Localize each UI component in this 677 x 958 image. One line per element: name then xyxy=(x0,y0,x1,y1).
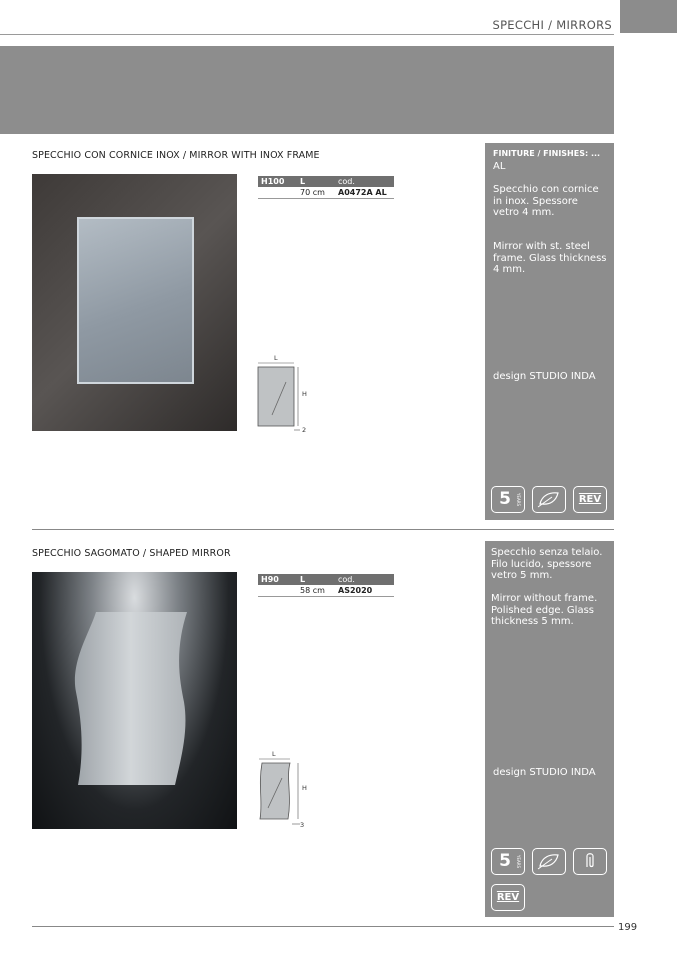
warranty-5-years-icon: 5 YEARS xyxy=(491,486,525,513)
product2-mirror-image xyxy=(32,572,237,829)
page-number: 199 xyxy=(618,922,638,933)
description-it: Specchio con cornice in inox. Spessore vetro 4 mm. xyxy=(493,184,599,218)
table-code-label: cod. xyxy=(338,575,355,584)
finishes-label: FINITURE / FINISHES: ... xyxy=(493,149,601,158)
product2-title: SPECCHIO SAGOMATO / SHAPED MIRROR xyxy=(32,548,231,559)
section-divider xyxy=(32,529,614,530)
header-rule xyxy=(0,34,614,35)
product1-photo xyxy=(32,174,237,431)
table-code-value: A0472A AL xyxy=(338,188,387,197)
designer: design STUDIO INDA xyxy=(493,767,596,778)
diagram-depth-label: 2 xyxy=(302,426,307,434)
table-header xyxy=(258,176,394,187)
product2-dimension-diagram xyxy=(254,750,314,830)
description-en: Mirror without frame. Polished edge. Glass thickness 5 mm. xyxy=(491,593,598,627)
diagram-l-label: L xyxy=(272,750,276,758)
table-header xyxy=(258,574,394,585)
reversible-icon: REV xyxy=(573,486,607,513)
product2-table xyxy=(258,574,394,597)
table-code-value: AS2020 xyxy=(338,586,373,595)
paperclip-icon xyxy=(573,848,607,875)
table-height: H100 xyxy=(261,177,285,186)
footer-rule xyxy=(32,926,614,927)
diagram-drawing xyxy=(254,756,314,831)
table-width-label: L xyxy=(300,575,306,584)
table-row xyxy=(258,187,394,199)
table-code-label: cod. xyxy=(338,177,355,186)
eco-leaf-icon xyxy=(532,848,566,875)
product1-mirror-image xyxy=(77,217,194,384)
designer: design STUDIO INDA xyxy=(493,371,596,382)
product2-photo xyxy=(32,572,237,829)
finish-code: AL xyxy=(493,161,506,172)
product2-sidebar xyxy=(485,541,614,917)
table-width-value: 58 cm xyxy=(300,586,325,595)
table-width-value: 70 cm xyxy=(300,188,325,197)
reversible-icon: REV xyxy=(491,884,525,911)
table-height: H90 xyxy=(261,575,279,584)
table-row xyxy=(258,585,394,597)
warranty-5-years-icon: 5 YEARS xyxy=(491,848,525,875)
product1-dimension-diagram xyxy=(254,354,314,434)
section-title: SPECCHI / MIRRORS xyxy=(492,18,612,32)
diagram-h-label: H xyxy=(302,390,307,398)
diagram-depth-label: 3 xyxy=(300,821,305,829)
product1-title: SPECCHIO CON CORNICE INOX / MIRROR WITH INOX FRAME xyxy=(32,150,320,161)
product1-table xyxy=(258,176,394,199)
description-en: Mirror with st. steel frame. Glass thickness 4 mm. xyxy=(493,241,607,275)
table-width-label: L xyxy=(300,177,306,186)
description-it: Specchio senza telaio. Filo lucido, spessore vetro 5 mm. xyxy=(491,547,603,581)
diagram-h-label: H xyxy=(302,784,307,792)
eco-leaf-icon xyxy=(532,486,566,513)
section-tab xyxy=(620,0,677,33)
diagram-l-label: L xyxy=(274,354,278,362)
product1-sidebar xyxy=(485,143,614,520)
header-banner xyxy=(0,46,614,134)
